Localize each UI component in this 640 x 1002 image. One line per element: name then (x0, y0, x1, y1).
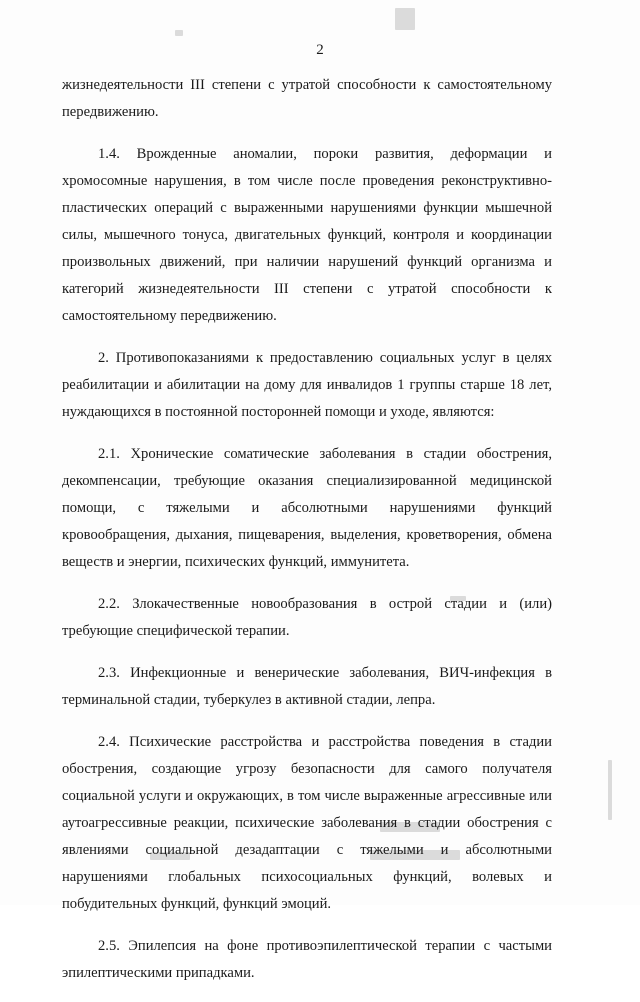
scan-artifact (608, 760, 612, 820)
paragraph-continuation: жизнедеятельности III степени с утратой способности к самостоятельному передвижению. (62, 77, 552, 120)
paragraph-1-4: 1.4. Врожденные аномалии, пороки развития, деформации и хромосомные нарушения, в том числе после проведения реконструктивно-пластических операций с выраженными нарушениями функции мышечной силы, мышечного тонуса, двигательных функций, контроля и координации произвольных движений, при наличии нарушений функций организма и категорий жизнедеятельности III степени с утратой способности к самостоятельному передвижению. (62, 146, 552, 324)
scan-artifact (395, 8, 415, 30)
paragraph-2-1: 2.1. Хронические соматические заболевания в стадии обострения, декомпенсации, требующие оказания специализированной медицинской помощи, с тяжелыми и абсолютными нарушениями функций кровообращения, дыхания, пищеварения, выделения, кроветворения, обмена веществ и энергии, психических функций, иммунитета. (62, 446, 552, 570)
paragraph-2-5: 2.5. Эпилепсия на фоне противоэпилептической терапии с частыми эпилептическими припадками. (62, 938, 552, 981)
paragraph-2-3: 2.3. Инфекционные и венерические заболевания, ВИЧ-инфекция в терминальной стадии, туберкулез в активной стадии, лепра. (62, 665, 552, 708)
paragraph-2: 2. Противопоказаниями к предоставлению социальных услуг в целях реабилитации и абилитации на дому для инвалидов 1 группы старше 18 лет, нуждающихся в постоянной посторонней помощи и уходе, являются: (62, 350, 552, 420)
paragraph-2-4: 2.4. Психические расстройства и расстройства поведения в стадии обострения, создающие угрозу безопасности для самого получателя социальной услуги и окружающих, в том числе выраженные агрессивные или аутоагрессивные реакции, психические заболевания в стадии обострения с явлениями социальной дезадаптации с тяжелыми и абсолютными нарушениями глобальных психосоциальных функций, волевых и побудительных функций, функций эмоций. (62, 734, 552, 912)
paragraph-2-2: 2.2. Злокачественные новообразования в острой стадии и (или) требующие специфической терапии. (62, 596, 552, 639)
page-number: 2 (316, 42, 324, 58)
scan-artifact (175, 30, 183, 36)
document-body (62, 72, 552, 1002)
